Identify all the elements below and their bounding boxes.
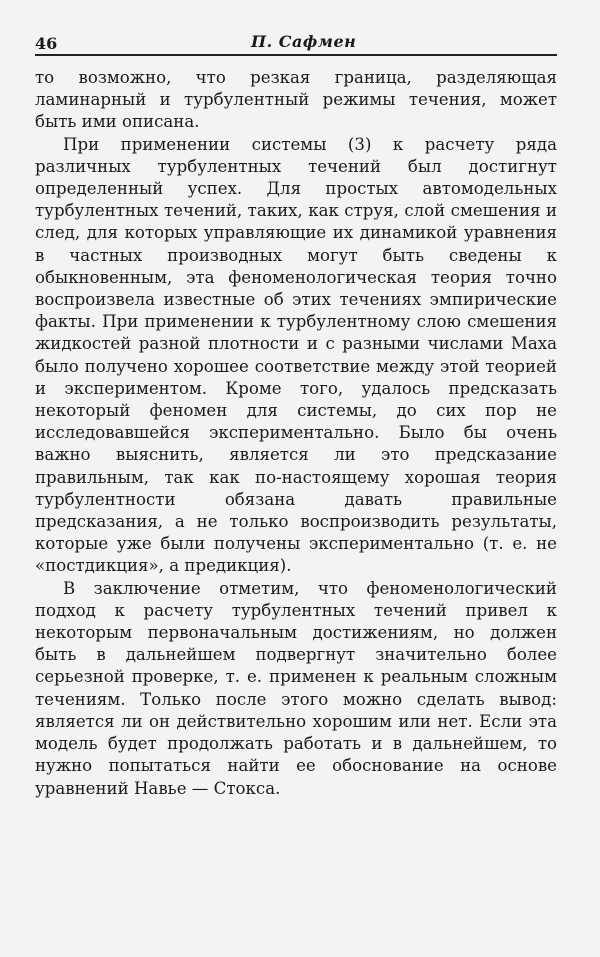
paragraph-continuation: то возможно, что резкая граница, разделяющая ламинарный и турбулентный режимы течения, может быть ими описана.	[35, 68, 557, 132]
page-header	[35, 28, 557, 56]
body-text	[35, 67, 557, 800]
running-head-author: П. Сафмен	[251, 32, 357, 51]
paragraph-results: При применении системы (3) к расчету ряда различных турбулентных течений был достигнут определенный успех. Для простых автомодельных турбулентных течений, таких, как струя, слой смешения и след, для которых управляющие их динамикой уравнения в частных производных могут быть сведены к обыкновенным, эта феноменологическая теория точно воспроизвела известные об этих течениях эмпирические факты. При применении к турбулентному слою смешения жидкостей разной плотности и с разными числами Маха было получено хорошее соответствие между этой теорией и экспериментом. Кроме того, удалось предсказать некоторый феномен для системы, до сих пор не исследовавшейся экспериментально. Было бы очень важно выяснить, является ли это предсказание правильным, так как по-настоящему хорошая теория турбулентности обязана давать правильные предсказания, а не только воспроизводить результаты, которые уже были получены экспериментально (т. е. не «постдикция», а предикция).	[35, 134, 557, 576]
paragraph-conclusion: В заключение отметим, что феноменологический подход к расчету турбулентных течений привел к некоторым первоначальным достижениям, но должен быть в дальнейшем подвергнут значительно более серьезной проверке, т. е. применен к реальным сложным течениям. Только после этого можно сделать вывод: является ли он действительно хорошим или нет. Если эта модель будет продолжать работать и в дальнейшем, то нужно попытаться найти ее обоснование на основе уравнений Навье — Стокса.	[35, 578, 557, 798]
book-page	[35, 28, 557, 800]
page-number: 46	[35, 34, 58, 53]
